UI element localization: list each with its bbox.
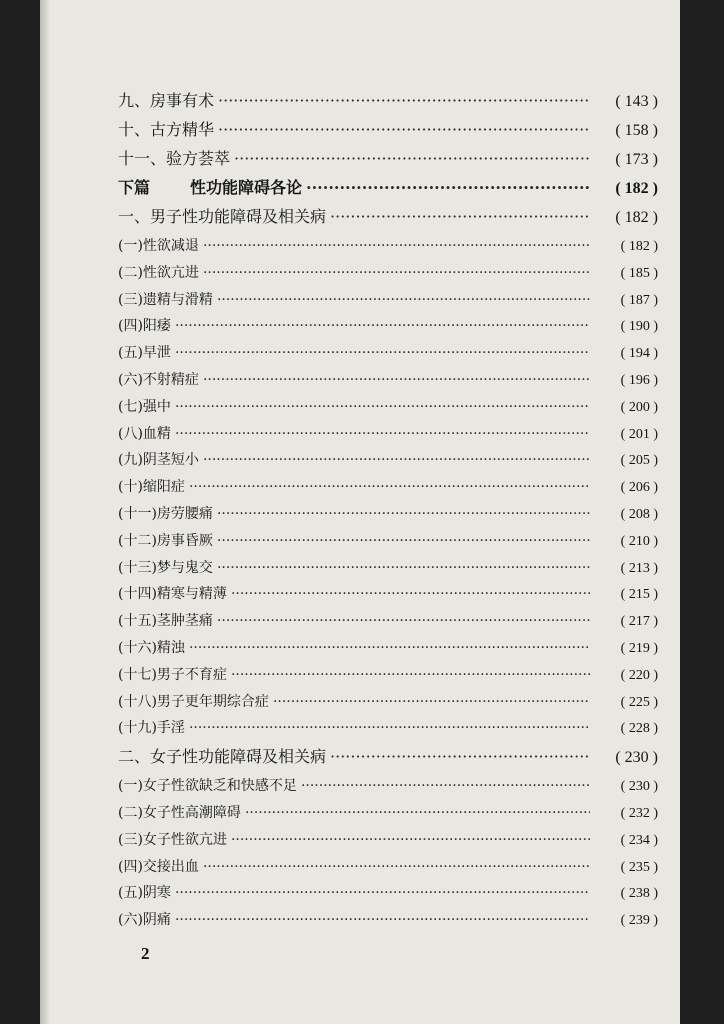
toc-entry-title: (八)血精 <box>118 425 171 442</box>
book-page <box>40 0 680 1024</box>
toc-page-number: ( 230 ) <box>615 749 658 767</box>
toc-entry <box>118 476 658 503</box>
toc-entry-title: (三)遗精与滑精 <box>118 291 213 308</box>
toc-entry-title: (十一)房劳腰痛 <box>118 505 213 522</box>
toc-entry-title: (十五)茎肿茎痛 <box>118 613 213 630</box>
toc-page-number: ( 208 ) <box>620 506 658 522</box>
toc-page-number: ( 235 ) <box>620 859 658 875</box>
toc-page-number: ( 228 ) <box>620 721 658 737</box>
toc-entry-title: (七)强中 <box>118 398 171 415</box>
toc-leader-dots <box>218 120 590 139</box>
toc-entry-title: 二、女子性功能障碍及相关病 <box>118 747 327 767</box>
toc-entry <box>118 530 658 557</box>
toc-entry-title: (十四)精寒与精薄 <box>118 586 227 603</box>
toc-entry-title: (一)女子性欲缺乏和快感不足 <box>118 778 297 795</box>
toc-entry <box>118 204 658 235</box>
toc-entry-title: (十九)手淫 <box>118 720 185 737</box>
toc-entry-title: (一)性欲减退 <box>118 238 199 254</box>
toc-entry <box>118 856 658 883</box>
toc-leader-dots <box>203 372 590 388</box>
toc-part-prefix: 下篇 <box>118 178 151 197</box>
toc-entry-title: (十六)精浊 <box>118 639 185 656</box>
toc-page-number: ( 194 ) <box>620 346 658 362</box>
toc-leader-dots <box>175 345 590 361</box>
toc-entry <box>118 423 658 450</box>
toc-entry <box>118 262 658 289</box>
toc-entry <box>118 882 658 909</box>
toc-entry-title: (四)阳痿 <box>118 318 171 335</box>
toc-page-number: ( 220 ) <box>620 667 658 683</box>
toc-leader-dots <box>189 720 590 736</box>
toc-page-number: ( 234 ) <box>620 832 658 848</box>
toc-leader-dots <box>189 640 590 656</box>
toc-entry-title: (三)女子性欲亢进 <box>118 831 227 848</box>
toc-page-number: ( 238 ) <box>620 886 658 902</box>
toc-entry <box>118 802 658 829</box>
toc-entry <box>118 342 658 369</box>
toc-leader-dots <box>218 91 590 110</box>
toc-entry-title: (五)早泄 <box>118 345 171 362</box>
toc-leader-dots <box>175 318 590 334</box>
toc-page-number: ( 225 ) <box>620 694 658 710</box>
toc-leader-dots <box>203 238 590 254</box>
toc-entry-title: (十八)男子更年期综合症 <box>118 693 269 710</box>
toc-entry <box>118 449 658 476</box>
toc-entry <box>118 235 658 262</box>
toc-entry <box>118 396 658 423</box>
toc-entry-title: 十一、验方荟萃 <box>118 149 231 168</box>
toc-page-number: ( 230 ) <box>620 779 658 795</box>
toc-leader-dots <box>231 586 590 602</box>
toc-page-number: ( 217 ) <box>620 614 658 630</box>
toc-page-number: ( 143 ) <box>615 93 658 110</box>
toc-entry <box>118 610 658 637</box>
toc-entry <box>118 503 658 530</box>
toc-leader-dots <box>175 885 590 901</box>
toc-entry <box>118 717 658 744</box>
toc-page-number: ( 196 ) <box>620 372 658 388</box>
toc-leader-dots <box>217 506 590 522</box>
toc-leader-dots <box>217 533 590 549</box>
toc-entry <box>118 315 658 342</box>
toc-page-number: ( 182 ) <box>615 180 658 197</box>
toc-leader-dots <box>273 694 590 710</box>
toc-leader-dots <box>245 805 590 821</box>
toc-entry-title: (四)交接出血 <box>118 858 199 875</box>
toc-page-number: ( 239 ) <box>620 913 658 929</box>
toc-leader-dots <box>203 859 590 875</box>
toc-entry-title: 九、房事有术 <box>118 91 215 110</box>
toc-entry-title: 性功能障碍各论 <box>190 178 303 197</box>
toc-leader-dots <box>217 292 590 308</box>
toc-page-number: ( 215 ) <box>620 587 658 603</box>
toc-leader-dots <box>301 778 590 794</box>
toc-leader-dots <box>189 479 590 495</box>
toc-leader-dots <box>203 452 590 468</box>
toc-entry-title: 十、古方精华 <box>118 120 215 139</box>
toc-leader-dots <box>306 178 590 197</box>
toc-page-number: ( 232 ) <box>620 805 658 821</box>
table-of-contents <box>118 88 658 936</box>
toc-entry <box>118 289 658 316</box>
toc-entry-title: (二)性欲亢进 <box>118 264 199 281</box>
toc-leader-dots <box>203 265 590 281</box>
toc-entry <box>118 909 658 936</box>
toc-page-number: ( 201 ) <box>620 426 658 442</box>
toc-entry <box>118 664 658 691</box>
toc-page-number: ( 219 ) <box>620 640 658 656</box>
toc-entry-title: (二)女子性高潮障碍 <box>118 804 241 821</box>
toc-page-number: ( 200 ) <box>620 399 658 415</box>
toc-leader-dots <box>217 560 590 576</box>
toc-leader-dots <box>330 747 590 766</box>
toc-entry <box>118 583 658 610</box>
toc-entry-title: (六)阴痛 <box>118 912 171 929</box>
page-number: 2 <box>141 944 150 963</box>
toc-page-number: ( 158 ) <box>615 122 658 139</box>
toc-page-number: ( 210 ) <box>620 533 658 549</box>
toc-page-number: ( 190 ) <box>620 319 658 335</box>
toc-entry <box>118 146 658 175</box>
toc-entry <box>118 175 658 204</box>
toc-entry-title: (六)不射精症 <box>118 371 199 388</box>
toc-leader-dots <box>175 426 590 442</box>
toc-entry <box>118 775 658 802</box>
toc-leader-dots <box>217 613 590 629</box>
toc-page-number: ( 205 ) <box>620 453 658 469</box>
toc-entry-title: (十三)梦与鬼交 <box>118 559 213 576</box>
toc-entry <box>118 744 658 775</box>
toc-entry-title: (五)阴寒 <box>118 885 171 902</box>
toc-page-number: ( 185 ) <box>620 265 658 281</box>
toc-leader-dots <box>330 207 590 226</box>
toc-entry <box>118 369 658 396</box>
toc-page-number: ( 182 ) <box>615 209 658 226</box>
toc-page-number: ( 182 ) <box>620 239 658 254</box>
toc-entry <box>118 829 658 856</box>
toc-page-number: ( 173 ) <box>615 151 658 168</box>
toc-leader-dots <box>175 399 590 415</box>
toc-entry-title: (九)阴茎短小 <box>118 452 199 469</box>
toc-leader-dots <box>231 667 590 683</box>
toc-entry <box>118 691 658 718</box>
toc-entry <box>118 637 658 664</box>
toc-leader-dots <box>231 832 590 848</box>
toc-entry-title: (十二)房事昏厥 <box>118 532 213 549</box>
toc-entry <box>118 557 658 584</box>
toc-leader-dots <box>175 912 590 928</box>
toc-page-number: ( 206 ) <box>620 480 658 496</box>
toc-entry-title: (十七)男子不育症 <box>118 666 227 683</box>
toc-page-number: ( 187 ) <box>620 292 658 308</box>
page-spine-shadow <box>40 0 50 1024</box>
toc-entry <box>118 117 658 146</box>
toc-entry-title: 一、男子性功能障碍及相关病 <box>118 207 327 226</box>
toc-leader-dots <box>234 149 590 168</box>
toc-page-number: ( 213 ) <box>620 560 658 576</box>
toc-entry-title: (十)缩阳症 <box>118 479 185 496</box>
toc-entry <box>118 88 658 117</box>
